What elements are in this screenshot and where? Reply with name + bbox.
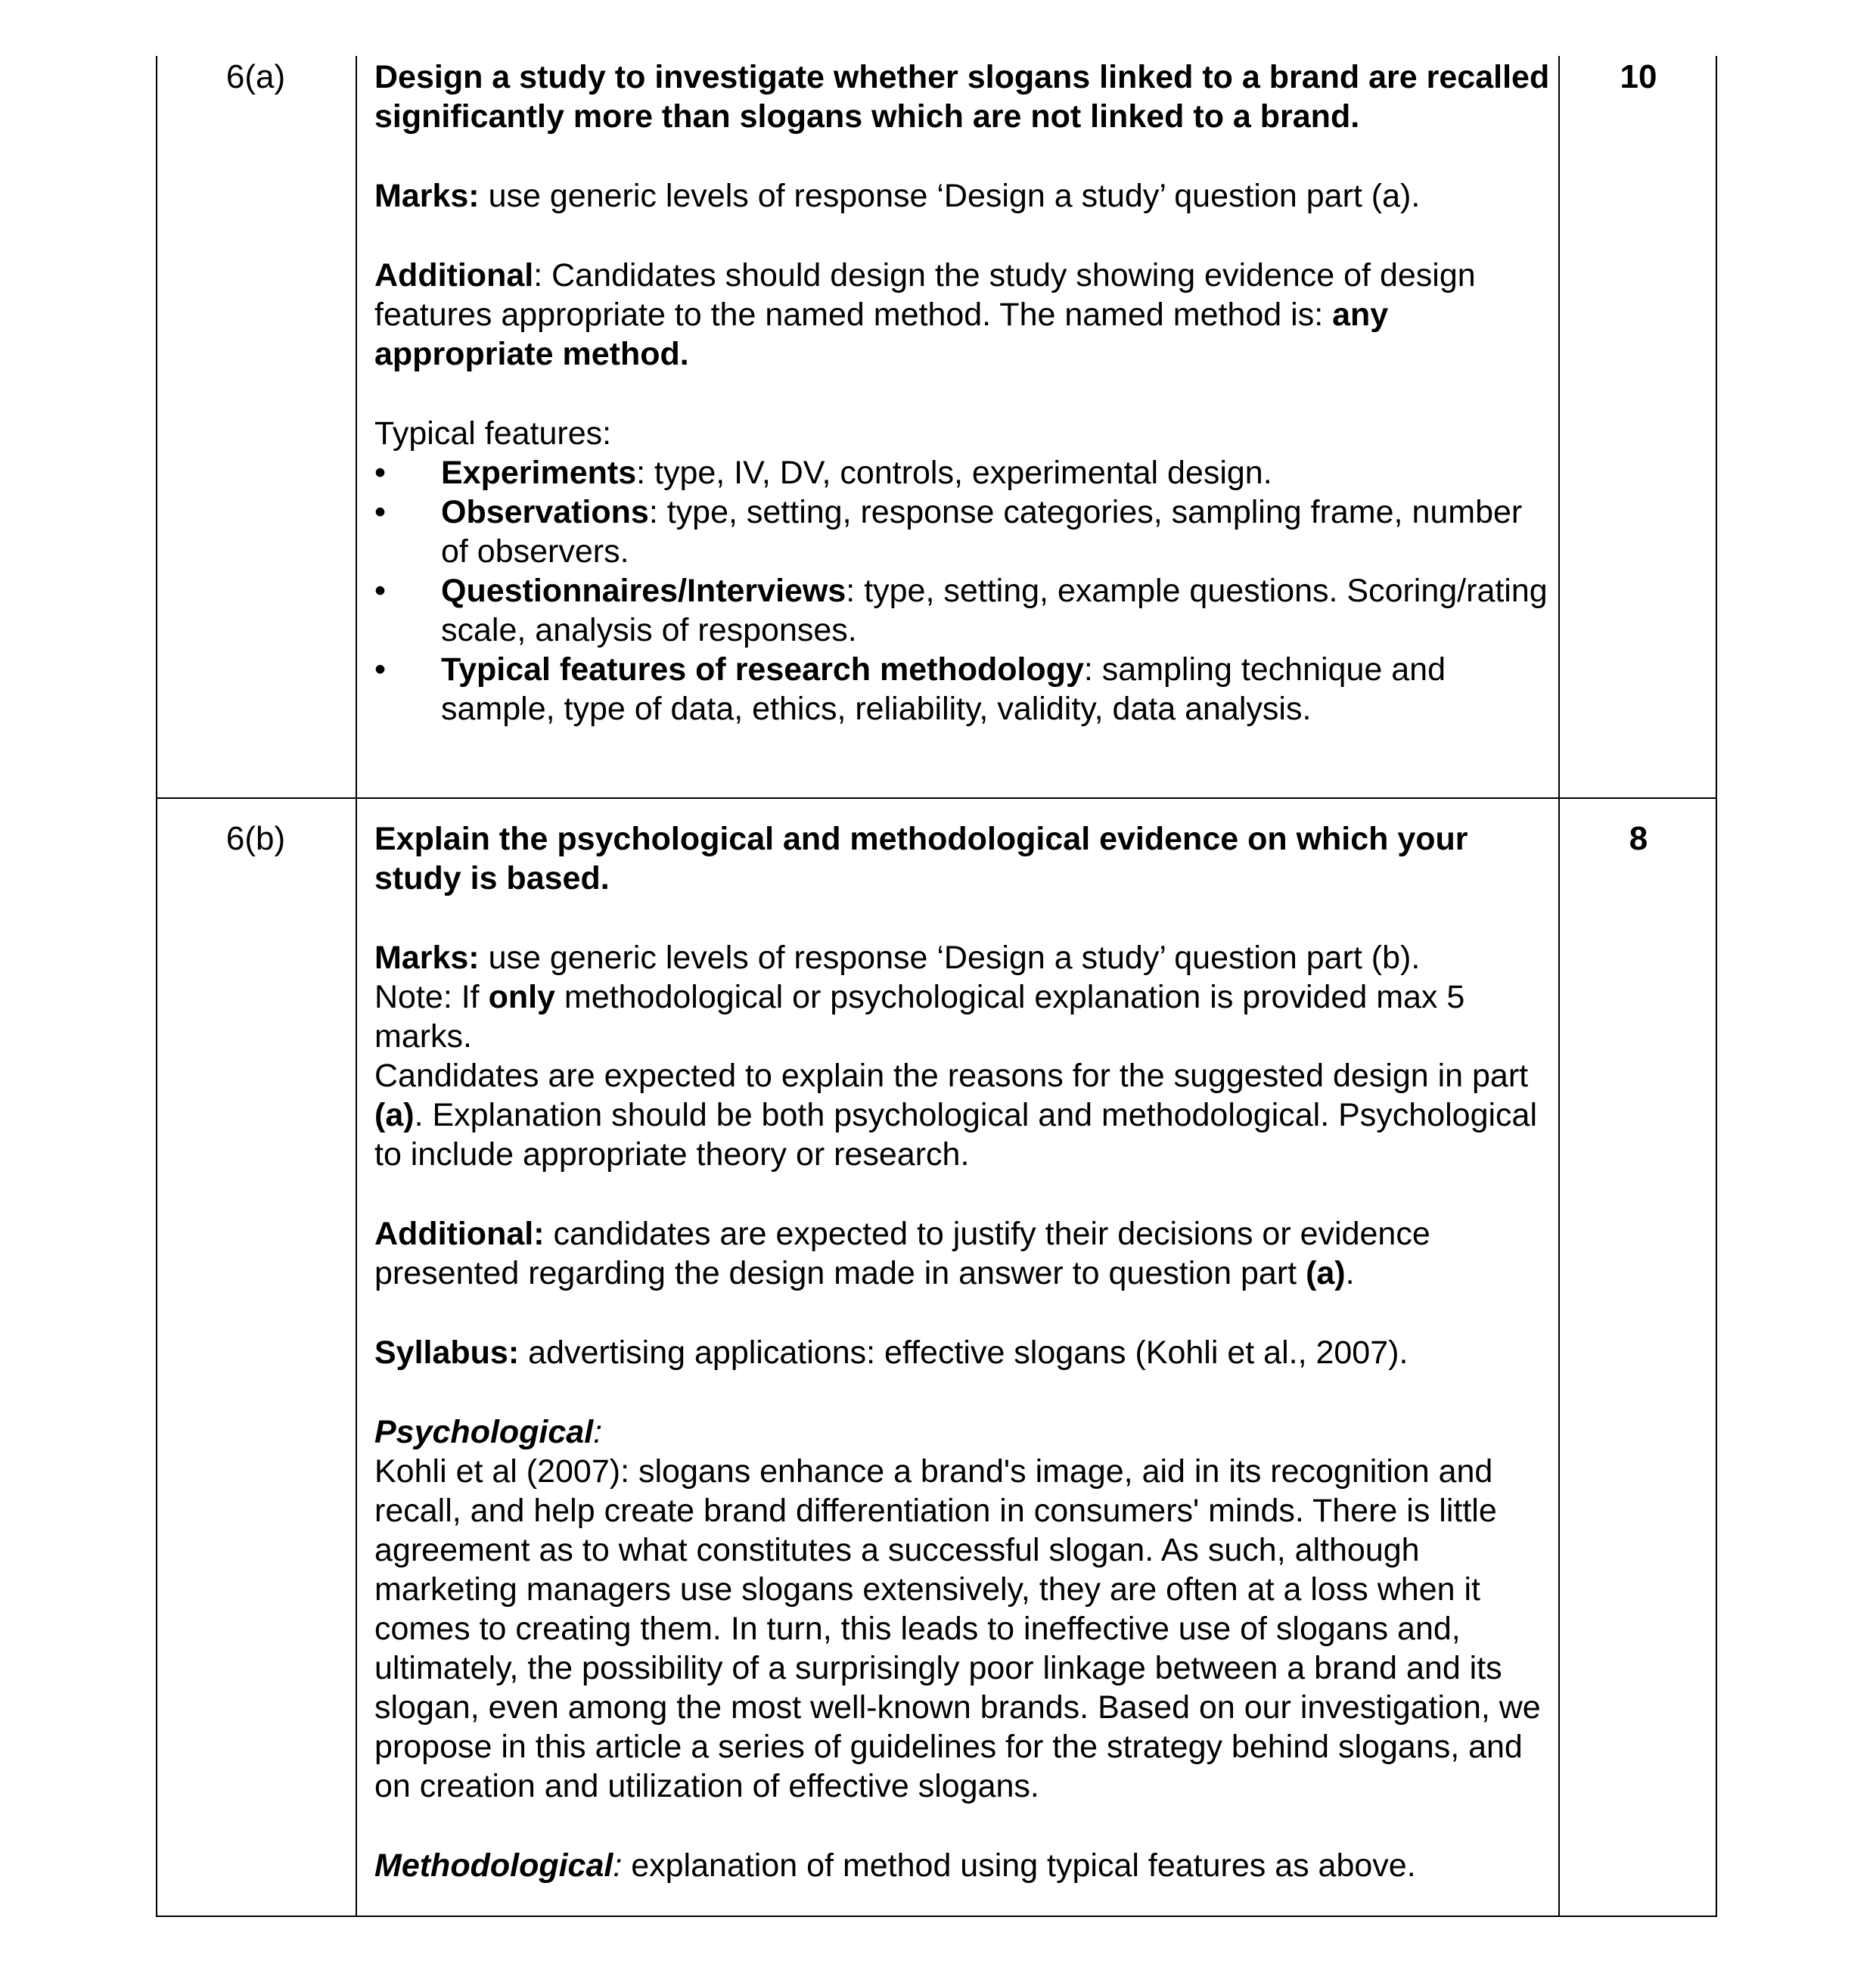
list-item	[374, 571, 1551, 650]
answer-cell	[374, 57, 1551, 729]
table-bottom-border	[156, 1916, 1717, 1917]
candidates-guidance: Candidates are expected to explain the reasons for the suggested design in part (a). Explanation should be both psychological and methodological. Psychological to include appropriate theory or research.	[374, 1058, 1538, 1173]
methodological-text: explanation of method using typical features as above.	[622, 1847, 1416, 1884]
feature-text: : type, setting, response categories, sampling frame, number of observers.	[441, 494, 1523, 570]
note-text: Note: If only methodological or psychological explanation is provided max 5 marks.	[374, 979, 1465, 1055]
list-item	[374, 492, 1551, 571]
marks-guidance	[374, 938, 1551, 977]
psychological-heading: Psychological:	[374, 1414, 603, 1450]
marks-text: use generic levels of response ‘Design a study’ question part (a).	[479, 178, 1421, 214]
additional-text: : Candidates should design the study showing evidence of design features appropriate to the named method. The named method is:	[374, 257, 1476, 333]
named-method: any appropriate method.	[374, 297, 1389, 372]
table-left-border	[156, 56, 157, 1917]
part-reference: (a)	[374, 1097, 415, 1133]
marks-label: Marks:	[374, 940, 480, 976]
feature-term: Questionnaires/Interviews	[441, 573, 846, 609]
additional-guidance: Additional: candidates are expected to justify their decisions or evidence presented regarding the design made in answer to question part (a).	[374, 1216, 1430, 1291]
answer-cell	[374, 819, 1551, 1885]
typical-features-list	[374, 453, 1551, 729]
marks-guidance	[374, 176, 1551, 216]
feature-term: Typical features of research methodology	[441, 651, 1084, 688]
table-right-border	[1716, 56, 1717, 1917]
note-emphasis: only	[488, 979, 555, 1015]
bullet-icon: •	[374, 573, 387, 609]
methodological-label: Methodological	[374, 1847, 613, 1884]
list-item	[374, 650, 1551, 729]
feature-text: : type, setting, example questions. Scoring/rating scale, analysis of responses.	[441, 573, 1548, 648]
table-column-divider-question	[356, 56, 357, 1917]
table-column-divider-marks	[1558, 56, 1560, 1917]
syllabus-reference	[374, 1333, 1551, 1372]
feature-text: : type, IV, DV, controls, experimental design.	[636, 455, 1272, 491]
table-row-divider	[156, 797, 1717, 799]
marks-label: Marks:	[374, 178, 480, 214]
syllabus-text: advertising applications: effective slogans (Kohli et al., 2007).	[519, 1334, 1409, 1371]
additional-label: Additional:	[374, 1216, 545, 1252]
question-marks: 8	[1629, 820, 1648, 857]
part-reference: (a)	[1306, 1255, 1346, 1291]
marks-text: use generic levels of response ‘Design a study’ question part (b).	[479, 940, 1421, 976]
bullet-icon: •	[374, 651, 387, 688]
feature-text: : sampling technique and sample, type of data, ethics, reliability, validity, data analysis.	[441, 651, 1446, 727]
question-number: 6(a)	[225, 58, 286, 95]
question-heading: Explain the psychological and methodological evidence on which your study is based.	[374, 821, 1468, 896]
bullet-icon: •	[374, 455, 387, 491]
syllabus-label: Syllabus:	[374, 1334, 520, 1371]
psychological-label: Psychological	[374, 1414, 594, 1450]
typical-features-label: Typical features:	[374, 415, 612, 452]
bullet-icon: •	[374, 494, 387, 530]
psychological-text: Kohli et al (2007): slogans enhance a brand's image, aid in its recognition and recall, and help create brand differentiation in consumers' minds. There is little agreement as to what constitutes a successful slogan. As such, although marketing managers use slogans extensively, they are often at a loss when it comes to creating them. In turn, this leads to ineffective use of slogans and, ultimately, the possibility of a surprisingly poor linkage between a brand and its slogan, even among the most well-known brands. Based on our investigation, we propose in this article a series of guidelines for the strategy behind slogans, and on creation and utilization of effective slogans.	[374, 1453, 1541, 1804]
list-item	[374, 453, 1551, 492]
methodological-guidance: Methodological: explanation of method using typical features as above.	[374, 1847, 1416, 1884]
feature-term: Observations	[441, 494, 649, 530]
question-heading: Design a study to investigate whether slogans linked to a brand are recalled significantly more than slogans which are not linked to a brand.	[374, 59, 1550, 135]
feature-term: Experiments	[441, 455, 637, 491]
additional-guidance	[374, 256, 1551, 374]
question-marks: 10	[1620, 58, 1657, 95]
additional-label: Additional	[374, 257, 534, 294]
question-number: 6(b)	[225, 820, 286, 857]
